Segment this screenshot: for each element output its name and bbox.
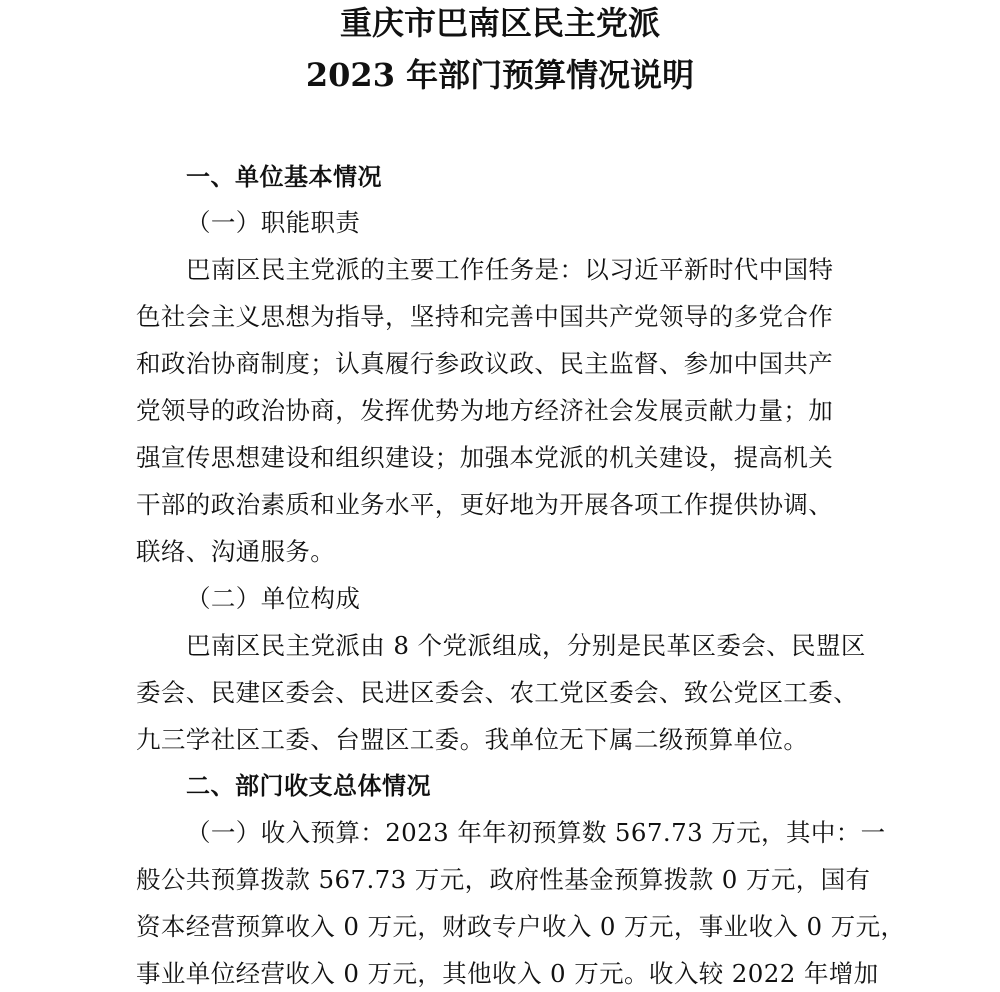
paragraph-line: 巴南区民主党派由 8 个党派组成，分别是民革区委会、民盟区 bbox=[186, 631, 866, 660]
paragraph-line: 事业单位经营收入 0 万元，其他收入 0 万元。收入较 2022 年增加 bbox=[136, 959, 879, 988]
paragraph-line: 干部的政治素质和业务水平，更好地为开展各项工作提供协调、 bbox=[136, 490, 834, 519]
subsection-heading-duties: （一）职能职责 bbox=[186, 208, 361, 237]
paragraph-line: （一）收入预算：2023 年年初预算数 567.73 万元，其中：一 bbox=[186, 818, 886, 847]
paragraph-line: 强宣传思想建设和组织建设；加强本党派的机关建设，提高机关 bbox=[136, 443, 834, 472]
paragraph-line: 般公共预算拨款 567.73 万元，政府性基金预算拨款 0 万元，国有 bbox=[136, 865, 871, 894]
document-title-line-2: 2023 年部门预算情况说明 bbox=[305, 56, 695, 94]
paragraph-line: 巴南区民主党派的主要工作任务是：以习近平新时代中国特 bbox=[186, 255, 834, 284]
paragraph-line: 委会、民建区委会、民进区委会、农工党区委会、致公党区工委、 bbox=[136, 678, 859, 707]
subsection-heading-composition: （二）单位构成 bbox=[186, 584, 361, 613]
paragraph-line: 色社会主义思想为指导，坚持和完善中国共产党领导的多党合作 bbox=[136, 302, 834, 331]
paragraph-line: 党领导的政治协商，发挥优势为地方经济社会发展贡献力量；加 bbox=[136, 396, 834, 425]
section-heading-budget-overview: 二、部门收支总体情况 bbox=[186, 772, 431, 800]
paragraph-line: 资本经营预算收入 0 万元，财政专户收入 0 万元，事业收入 0 万元， bbox=[136, 912, 906, 941]
section-heading-basic-info: 一、单位基本情况 bbox=[186, 163, 382, 191]
paragraph-line: 九三学社区工委、台盟区工委。我单位无下属二级预算单位。 bbox=[136, 725, 809, 754]
paragraph-line: 联络、沟通服务。 bbox=[136, 537, 336, 566]
document-title-line-1: 重庆市巴南区民主党派 bbox=[339, 4, 660, 42]
paragraph-line: 和政治协商制度；认真履行参政议政、民主监督、参加中国共产 bbox=[136, 349, 834, 378]
